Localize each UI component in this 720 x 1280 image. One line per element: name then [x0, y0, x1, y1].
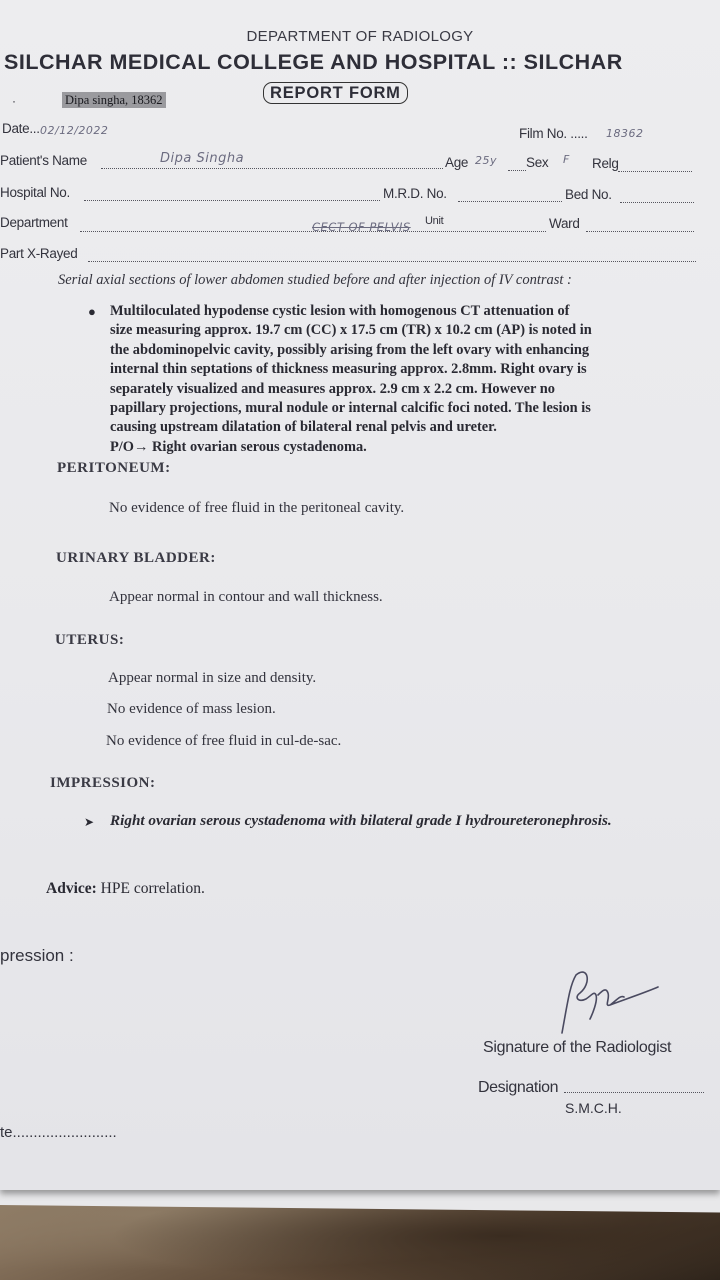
finding-line: causing upstream dilatation of bilateral renal pelvis and ureter.: [110, 419, 497, 436]
designation-label: Designation: [478, 1079, 559, 1096]
advice-label: Advice:: [46, 880, 97, 897]
finding-line: internal thin septations of thickness measuring approx. 2.8mm. Right ovary is: [110, 361, 587, 378]
uterus-line: No evidence of mass lesion.: [107, 701, 276, 717]
department-heading: DEPARTMENT OF RADIOLOGY: [246, 28, 474, 45]
unit-label: Unit: [425, 215, 444, 227]
age-leader: [508, 170, 526, 171]
peritoneum-heading: PERITONEUM:: [57, 460, 171, 476]
signature-image: [540, 955, 670, 1040]
date-label: Date...: [2, 121, 40, 136]
department-label: Department: [0, 215, 68, 230]
bed-leader: [620, 202, 694, 203]
film-label: Film No. .....: [519, 126, 588, 141]
uterus-heading: UTERUS:: [55, 632, 125, 648]
finding-line: P/O→ Right ovarian serous cystadenoma.: [110, 438, 367, 455]
film-value: 18362: [606, 127, 644, 140]
patient-name-value: Dipa Singha: [160, 151, 245, 166]
finding-line: papillary projections, mural nodule or internal calcific foci noted. The lesion is: [110, 400, 591, 417]
hospital-leader: [84, 200, 380, 201]
findings-paragraph: [110, 302, 695, 457]
relg-label: Relg: [592, 156, 619, 171]
sex-value: F: [563, 153, 570, 166]
advice-text: HPE correlation.: [100, 880, 205, 897]
sex-label: Sex: [526, 155, 549, 170]
signature-label: Signature of the Radiologist: [483, 1039, 672, 1056]
hospital-label: Hospital No.: [0, 185, 70, 200]
date-value: 02/12/2022: [40, 124, 109, 137]
peritoneum-text: No evidence of free fluid in the peritoneal cavity.: [109, 500, 405, 516]
advice-line: [46, 880, 205, 898]
finding-line: the abdominopelvic cavity, possibly arising from the left ovary with enhancing: [110, 341, 590, 358]
mrd-leader: [458, 201, 562, 202]
form-title: REPORT FORM: [263, 82, 408, 104]
finding-line: size measuring approx. 19.7 cm (CC) x 17.5 cm (TR) x 10.2 cm (AP) is noted in: [110, 322, 592, 339]
patient-name-label: Patient's Name: [0, 153, 87, 168]
uterus-line: Appear normal in size and density.: [108, 670, 317, 686]
finding-line: Multiloculated hypodense cystic lesion with homogenous CT attenuation of: [110, 303, 570, 319]
age-value: 25y: [475, 154, 498, 167]
patient-stamp: Dipa singha, 18362: [62, 92, 166, 108]
bed-label: Bed No.: [565, 187, 612, 202]
ward-leader: [586, 231, 694, 232]
relg-leader: [618, 171, 692, 172]
patient-name-leader: [101, 168, 443, 169]
designation-value: S.M.C.H.: [565, 1100, 622, 1116]
date-fragment: te.........................: [0, 1124, 117, 1141]
mrd-label: M.R.D. No.: [383, 186, 447, 201]
part-leader: [88, 261, 696, 262]
age-label: Age: [445, 155, 469, 170]
college-name: SILCHAR MEDICAL COLLEGE AND HOSPITAL :: SILCHAR: [4, 50, 623, 74]
stray-dot: ·: [12, 94, 16, 108]
arrow-icon: ➤: [84, 815, 95, 829]
bullet-icon: ●: [88, 304, 96, 319]
uterus-line: No evidence of free fluid in cul-de-sac.: [106, 733, 342, 749]
part-label: Part X-Rayed: [0, 246, 78, 261]
study-description: Serial axial sections of lower abdomen studied before and after injection of IV contrast :: [58, 272, 572, 288]
designation-leader: [564, 1092, 704, 1093]
impression-text: Right ovarian serous cystadenoma with bilateral grade I hydroureteronephrosis.: [110, 812, 612, 829]
ward-label: Ward: [549, 216, 580, 231]
expression-fragment: pression :: [0, 946, 74, 965]
impression-heading: IMPRESSION:: [50, 775, 156, 791]
department-value: CECT OF PELVIS: [312, 220, 411, 234]
bladder-text: Appear normal in contour and wall thickness.: [109, 589, 383, 605]
finding-line: separately visualized and measures approx. 2.9 cm x 2.2 cm. However no: [110, 380, 555, 397]
bladder-heading: URINARY BLADDER:: [56, 550, 216, 566]
